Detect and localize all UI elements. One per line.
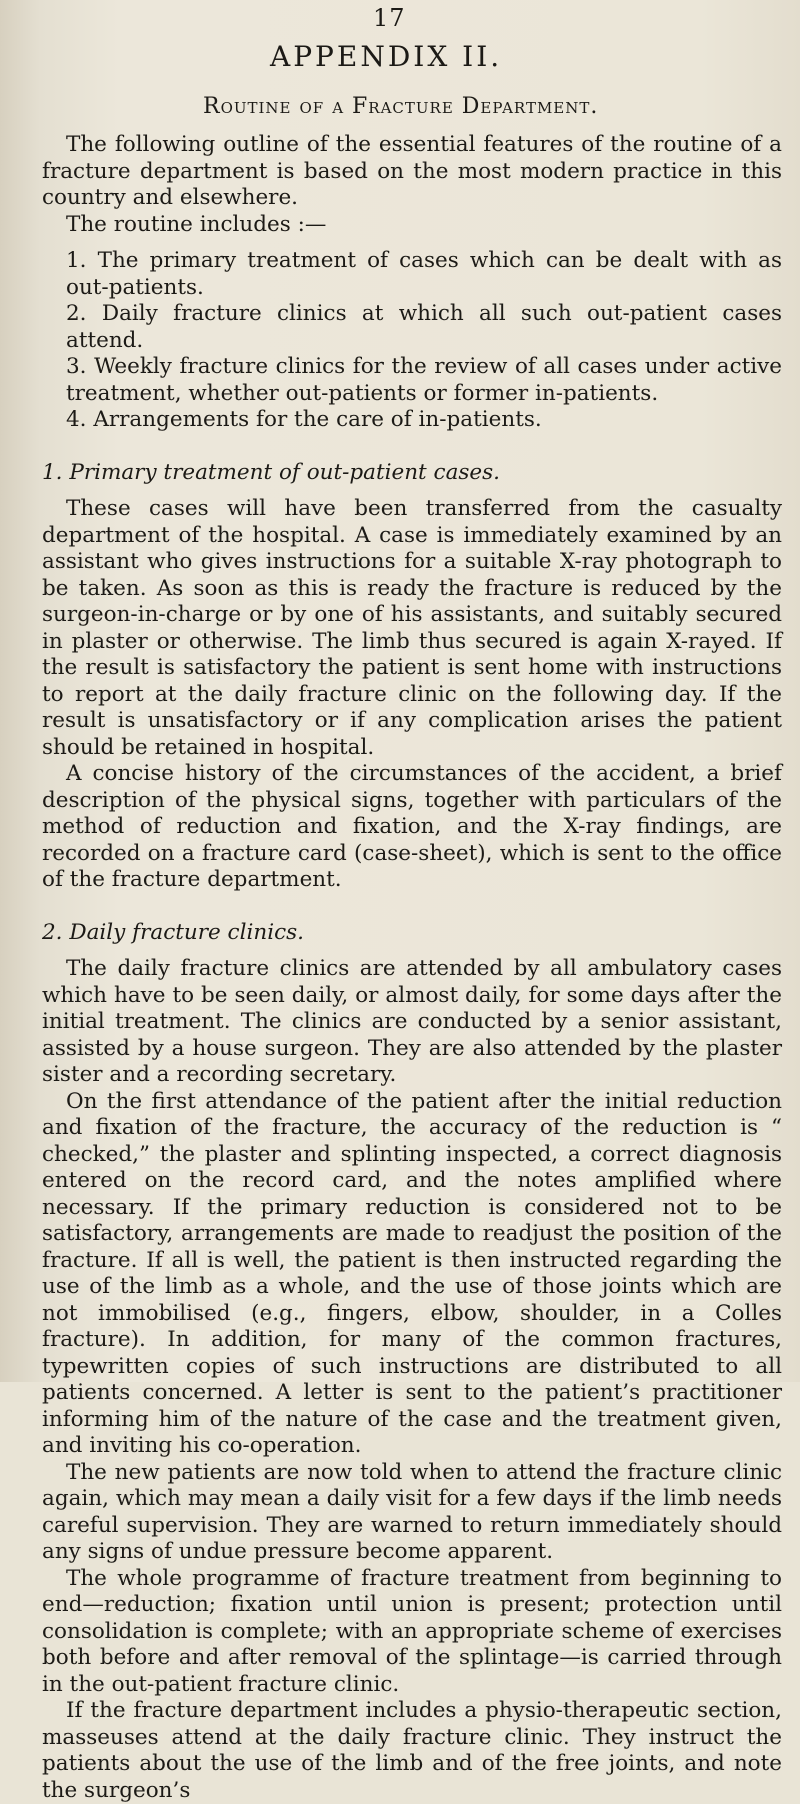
page-body (42, 132, 782, 1804)
list-item: 1. The primary treatment of cases which can be dealt with as out-patients. (66, 248, 782, 300)
body-paragraph: The whole programme of fracture treatment from beginning to end—reduction; fixation until union is present; protection until consolidation is complete; with an appropriate scheme of exercises both before and after removal of the splintage—is carried through in the out-patient fracture clinic. (42, 1565, 782, 1697)
page-number: 17 (373, 4, 406, 32)
appendix-subheading: Routine of a Fracture Department. (203, 94, 599, 119)
body-paragraph: On the first attendance of the patient after the initial reduction and fixation of the fracture, the accuracy of the reduction is “ checked,” the plaster and splinting inspected, a correct diagnosis entered on the record card, and the notes amplified where necessary. If the primary reduction is considered not to be satisfactory, arrangements are made to readjust the position of the fracture. If all is well, the patient is then instructed regarding the use of the limb as a whole, and the use of those joints which are not immobilised (e.g., fingers, elbow, shoulder, in a Colles fracture). In addition, for many of the common fractures, typewritten copies of such instructions are distributed to all patients concerned. A letter is sent to the patient’s practitioner informing him of the nature of the case and the treatment given, and inviting his co-operation. (42, 1088, 782, 1458)
body-paragraph: The new patients are now told when to attend the fracture clinic again, which may mean a daily visit for a few days if the limb needs careful supervision. They are warned to return immediately should any signs of undue pressure become apparent. (42, 1459, 782, 1564)
intro-lead-in: The routine includes :— (66, 211, 327, 237)
body-paragraph: If the fracture department includes a physio-therapeutic section, masseuses attend at the daily fracture clinic. They instruct the patients about the use of the limb and of the free joints, and note the surgeon’s (42, 1698, 782, 1803)
intro-paragraph: The following outline of the essential features of the routine of a fracture department is based on the most modern practice in this country and elsewhere. (42, 132, 782, 210)
body-paragraph: A concise history of the circumstances of the accident, a brief description of the physical signs, together with particulars of the method of reduction and fixation, and the X-ray findings, are recorded on a fracture card (case-sheet), which is sent to the office of the fracture department. (42, 761, 782, 892)
section-title: 1. Primary treatment of out-patient cases. (42, 459, 501, 485)
body-paragraph: The daily fracture clinics are attended by all ambulatory cases which have to be seen daily, or almost daily, for some days after the initial treatment. The clinics are conducted by a senior assistant, assisted by a house surgeon. They are also attended by the plaster sister and a recording secretary. (42, 956, 782, 1087)
list-item: 3. Weekly fracture clinics for the review of all cases under active treatment, whether out-patients or former in-patients. (66, 354, 782, 406)
section-title: 2. Daily fracture clinics. (42, 919, 304, 945)
body-paragraph: These cases will have been transferred from the casualty department of the hospital. A case is immediately examined by an assistant who gives instructions for a suitable X-ray photograph to be taken. As soon as this is ready the fracture is reduced by the surgeon-in-charge or by one of his assistants, and suitably secured in plaster or otherwise. The limb thus secured is again X-rayed. If the result is satisfactory the patient is sent home with instructions to report at the daily fracture clinic on the following day. If the result is unsatisfactory or if any complication arises the patient should be retained in hospital. (42, 496, 782, 760)
list-item: 4. Arrangements for the care of in-patients. (66, 407, 542, 432)
list-item: 2. Daily fracture clinics at which all such out-patient cases attend. (66, 301, 782, 353)
appendix-heading: APPENDIX II. (270, 40, 503, 73)
